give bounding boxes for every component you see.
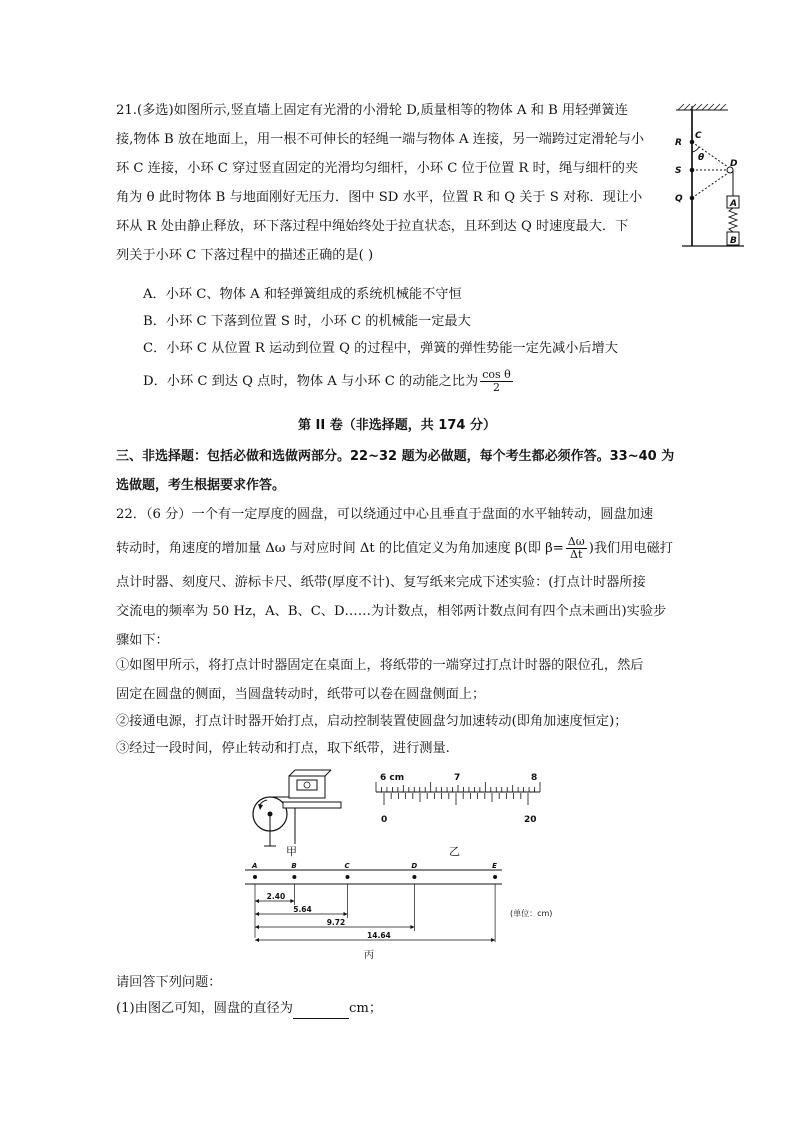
q22-step-1a: ①如图甲所示，将打点计时器固定在桌面上，将纸带的一端穿过打点计时器的限位孔，然后 (116, 658, 644, 673)
label-yi: 乙 (449, 845, 460, 858)
main-label-7: 7 (454, 773, 461, 783)
q21-option-d-text: D．小环 C 到达 Q 点时，物体 A 与小环 C 的动能之比为 (143, 374, 479, 389)
q22-step-2: ②接通电源，打点计时器开始打点，启动控制装置使圆盘匀加速转动(即角加速度恒定)； (116, 714, 628, 729)
distance-label: 5.64 (293, 905, 312, 914)
q21-line-2: 接,物体 B 放在地面上，用一根不可伸长的轻绳一端与物体 A 连接，另一端跨过定滑轮与小 (116, 132, 645, 147)
fraction-numerator: Δω (567, 535, 585, 548)
fraction-denominator: 2 (492, 381, 500, 394)
point-q (690, 196, 695, 201)
arrow-head (290, 899, 294, 903)
arrow-head (410, 925, 414, 929)
tape-point (493, 875, 497, 879)
tape-point (292, 875, 296, 879)
fraction-numerator: cos θ (482, 368, 511, 381)
q22-line-2-tail: )我们用电磁打 (588, 541, 673, 556)
label-s: S (675, 166, 682, 176)
arrow-head (255, 938, 259, 942)
q21-option-d (143, 369, 515, 394)
q21-option-a: A．小环 C、物体 A 和轻弹簧组成的系统机械能不守恒 (143, 287, 462, 302)
label-d: D (730, 159, 738, 169)
label-a: A (730, 199, 737, 209)
vernier-label-20: 20 (524, 815, 537, 825)
angular-accel-fraction (566, 536, 587, 561)
main-label-8: 8 (531, 773, 538, 783)
tape-point-label: A (252, 862, 258, 870)
arrow-head (255, 925, 259, 929)
q21-line-3: 环 C 连接，小环 C 穿过竖直固定的光滑均匀细杆，小环 C 位于位置 R 时，绳与细杆的夹 (116, 161, 639, 176)
vernier-label-0: 0 (381, 815, 388, 825)
label-b: B (730, 236, 737, 246)
tape-point (253, 875, 257, 879)
main-label-6cm: 6 cm (380, 773, 405, 783)
tape-point-label: B (291, 862, 297, 870)
section-heading-1: 三、非选择题：包括必做和选做两部分。22~32 题为必做题，每个考生都必须作答。33~40 为 (116, 449, 675, 464)
q22-step-3: ③经过一段时间，停止转动和打点，取下纸带，进行测量. (116, 741, 450, 756)
tape-point-label: D (411, 862, 418, 870)
q22-line-4: 交流电的频率为 50 Hz，A、B、C、D……为计数点，相邻两计数点间有四个点未画出)实验步 (116, 604, 667, 619)
label-q: Q (675, 194, 683, 204)
q22-line-2-text: 转动时，角速度的增加量 Δω 与对应时间 Δt 的比值定义为角加速度 β(即 β= (116, 541, 564, 556)
label-r: R (675, 138, 682, 148)
label-c: C (695, 131, 702, 141)
point-s (690, 168, 695, 173)
table-top (283, 802, 341, 808)
figure-bing (240, 862, 560, 942)
unit-label: (单位：cm) (510, 909, 553, 918)
distance-label: 2.40 (266, 892, 286, 901)
figure-jia (245, 766, 355, 856)
cos-theta-fraction (480, 369, 513, 394)
tape-point-label: E (492, 862, 497, 870)
figure-yi (370, 766, 550, 830)
q22-step-1b: 固定在圆盘的侧面，当圆盘转动时，纸带可以卷在圆盘侧面上； (116, 687, 486, 702)
tape-point (345, 875, 349, 879)
q21-line-5: 环从 R 处由静止释放，环下落过程中绳始终处于拉直状态，且环到达 Q 时速度最大．下 (116, 219, 629, 234)
label-bing: 丙 (364, 950, 374, 961)
spring (729, 208, 737, 232)
q22-sub1-text: (1)由图乙可知，圆盘的直径为 (116, 1001, 293, 1016)
arrow-head (343, 912, 347, 916)
arrow-head (255, 899, 259, 903)
q21-option-b: B．小环 C 下落到位置 S 时，小环 C 的机械能一定最大 (143, 314, 471, 329)
fraction-denominator: Δt (570, 548, 583, 561)
q21-line-1: 21.(多选)如图所示,竖直墙上固定有光滑的小滑轮 D,质量相等的物体 A 和 B 用轻弹簧连 (116, 103, 628, 118)
answer-blank[interactable] (293, 1004, 349, 1019)
label-theta: θ (698, 153, 705, 163)
wall-hatch (678, 104, 726, 110)
q21-option-c: C．小环 C 从位置 R 运动到位置 Q 的过程中，弹簧的弹性势能一定先减小后增大 (143, 341, 618, 356)
distance-label: 14.64 (367, 931, 391, 940)
q22-line-2 (116, 536, 673, 561)
q22-sub1-unit: cm； (348, 1001, 383, 1016)
q22-ask: 请回答下列问题： (116, 975, 222, 990)
q21-figure (668, 100, 748, 250)
q21-line-6: 列关于小环 C 下落过程中的描述正确的是( ) (116, 248, 374, 263)
q21-line-4: 角为 θ 此时物体 B 与地面刚好无压力．图中 SD 水平，位置 R 和 Q 关于 S 对称．现让小 (116, 190, 643, 205)
main-scale-ticks (376, 782, 540, 792)
arrow-head (491, 938, 495, 942)
q22-line-3: 点计时器、刻度尺、游标卡尺、纸带(厚度不计)、复写纸来完成下述实验：(打点计时器所接 (116, 575, 646, 590)
q22-line-5: 骤如下： (116, 633, 169, 648)
section-title: 第 II 卷（非选择题，共 174 分） (298, 418, 496, 433)
label-jia: 甲 (286, 845, 297, 858)
q22-line-1: 22．（6 分）一个有一定厚度的圆盘，可以绕通过中心且垂直于盘面的水平轴转动，圆盘加速 (116, 507, 654, 522)
arrow-head (255, 912, 259, 916)
point-r (690, 140, 695, 145)
tape-point-label: C (344, 862, 350, 870)
vernier-scale-ticks (384, 793, 528, 805)
q22-sub1 (116, 999, 382, 1019)
rope-q (692, 173, 728, 198)
tape-point (412, 875, 416, 879)
distance-label: 9.72 (326, 918, 346, 927)
section-heading-2: 选做题，考生根据要求作答。 (116, 478, 286, 493)
